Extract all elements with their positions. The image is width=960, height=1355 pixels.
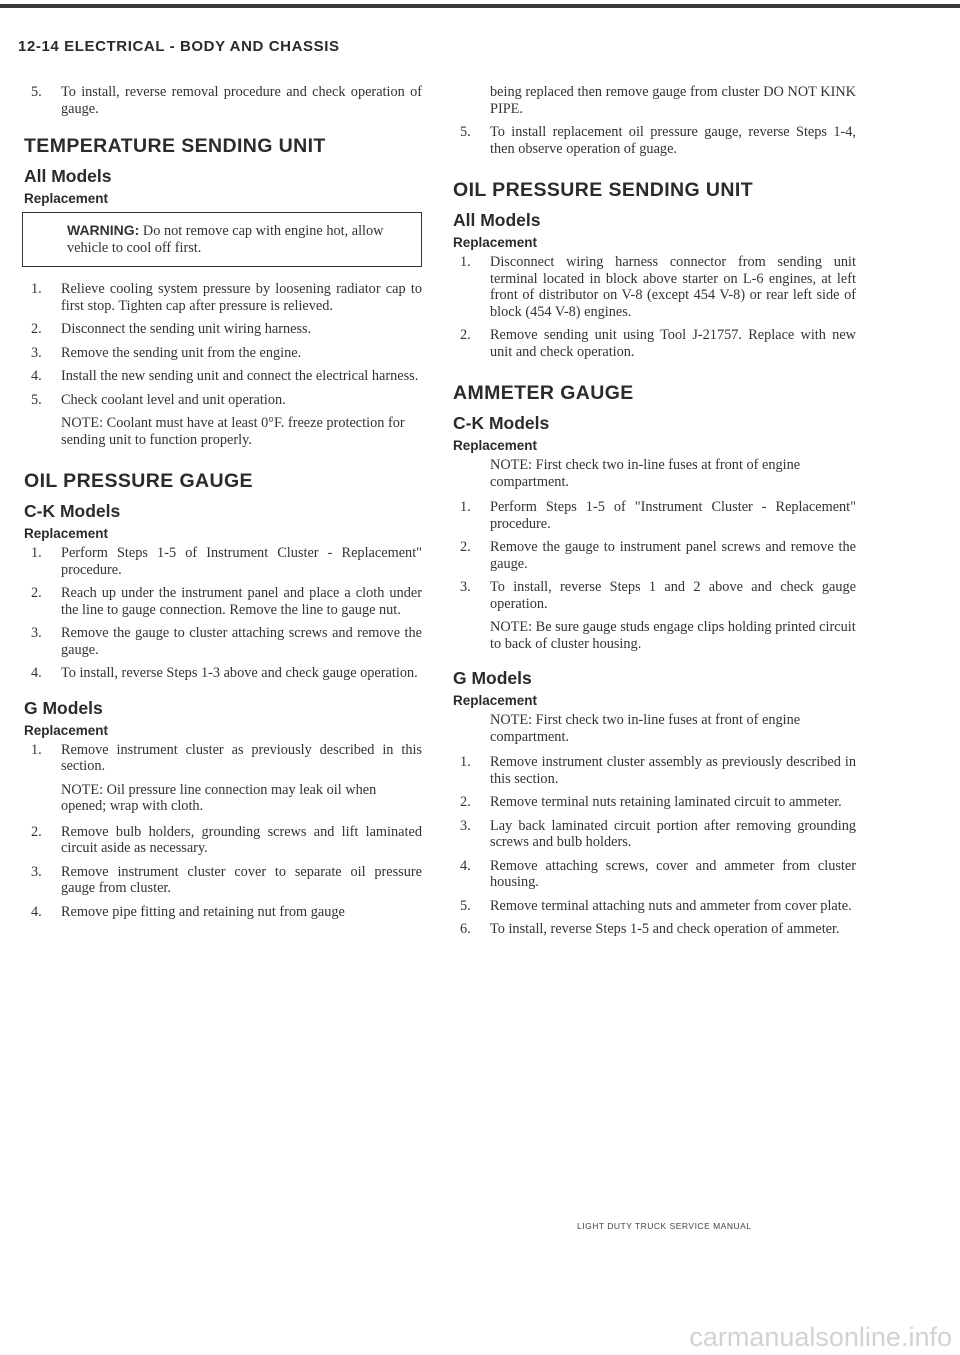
step-number: 1. (460, 754, 471, 770)
step-number: 5. (31, 84, 42, 100)
step-number: 1. (460, 499, 471, 515)
procedure-heading: Replacement (24, 526, 109, 541)
top-rule (0, 4, 960, 8)
step (24, 585, 422, 618)
step-number: 3. (31, 625, 42, 641)
step (24, 742, 422, 775)
step (24, 625, 422, 658)
step (24, 864, 422, 897)
step (453, 794, 856, 811)
step-number: 2. (460, 539, 471, 555)
step-text: Reach up under the instrument panel and place a cloth under the line to gauge connection. Remove the line to gauge nut. (61, 585, 422, 618)
step-text: Remove instrument cluster assembly as previously described in this section. (490, 754, 856, 787)
subsection-title: G Models (453, 668, 532, 688)
step (24, 281, 422, 314)
procedure-heading: Replacement (453, 235, 538, 250)
step-text: To install, reverse removal procedure and check operation of gauge. (61, 84, 422, 117)
step-text: Remove terminal attaching nuts and ammeter from cover plate. (490, 897, 852, 914)
step-text: Remove instrument cluster cover to separate oil pressure gauge from cluster. (61, 863, 422, 896)
procedure-heading: Replacement (453, 438, 538, 453)
note: NOTE: First check two in-line fuses at front of engine compartment. (490, 457, 801, 490)
step-number: 2. (460, 327, 471, 343)
step (453, 254, 856, 320)
step (453, 327, 856, 360)
warning-text: Do not remove cap with engine hot, allow vehicle to cool off first. (67, 223, 384, 256)
step (24, 904, 422, 921)
step (453, 754, 856, 787)
procedure-heading: Replacement (24, 191, 109, 206)
watermark: carmanualsonline.info (689, 1322, 952, 1352)
step-text: Remove attaching screws, cover and ammeter from cluster housing. (490, 857, 856, 890)
page-header: 12-14 ELECTRICAL - BODY AND CHASSIS (18, 38, 340, 55)
procedure-heading: Replacement (24, 722, 109, 738)
step-number: 3. (460, 817, 471, 834)
section-title-oil-pressure-sending-unit: OIL PRESSURE SENDING UNIT (453, 179, 754, 201)
step-number: 3. (31, 863, 42, 880)
step-number: 3. (31, 344, 42, 361)
step-text: Relieve cooling system pressure by loosening radiator cap to first stop. Tighten cap after pressure is relieved. (61, 281, 422, 314)
right-column (453, 84, 856, 945)
step-text: Perform Steps 1-5 of Instrument Cluster - Replacement" procedure. (61, 545, 422, 578)
left-column (24, 84, 422, 927)
step (453, 818, 856, 851)
note: NOTE: Be sure gauge studs engage clips holding printed circuit to back of cluster housing. (490, 619, 856, 652)
procedure-heading: Replacement (453, 693, 538, 708)
step-number: 5. (460, 897, 471, 914)
step-number: 3. (460, 579, 471, 595)
step (24, 824, 422, 857)
step-text: Remove terminal nuts retaining laminated circuit to ammeter. (490, 794, 842, 810)
section-title-temperature-sending-unit: TEMPERATURE SENDING UNIT (24, 135, 326, 157)
intro-step (24, 84, 422, 117)
step-text: Remove the gauge to cluster attaching screws and remove the gauge. (61, 625, 422, 658)
step (24, 665, 422, 682)
step (24, 392, 422, 409)
note: NOTE: First check two in-line fuses at front of engine compartment. (490, 712, 801, 745)
step-text: Remove bulb holders, grounding screws and lift laminated circuit aside as necessary. (61, 823, 422, 856)
subsection-title: G Models (24, 697, 103, 718)
step-text: To install, reverse Steps 1-5 and check operation of ammeter. (490, 921, 840, 937)
step-text: Lay back laminated circuit portion after removing grounding screws and bulb holders. (490, 817, 856, 850)
subsection-title: C-K Models (453, 413, 550, 433)
step-number: 1. (31, 545, 42, 561)
section-title-oil-pressure-gauge: OIL PRESSURE GAUGE (24, 470, 253, 492)
step-text: Remove the sending unit from the engine. (61, 344, 302, 361)
warning-label: WARNING: (67, 222, 140, 238)
step (453, 921, 856, 938)
step-text: Check coolant level and unit operation. (61, 391, 286, 408)
subsection-title: C-K Models (24, 501, 121, 521)
step-number: 5. (460, 124, 471, 140)
subsection-title: All Models (24, 166, 112, 186)
step-text: Disconnect the sending unit wiring harness. (61, 321, 312, 337)
step-number: 1. (460, 254, 471, 270)
step-text: Remove the gauge to instrument panel screws and remove the gauge. (490, 539, 856, 572)
step (24, 321, 422, 338)
step-text: To install, reverse Steps 1-3 above and check gauge operation. (61, 665, 418, 681)
step-text: Install the new sending unit and connect the electrical harness. (61, 368, 419, 384)
step (453, 499, 856, 532)
step (24, 545, 422, 578)
step-number: 2. (31, 823, 42, 840)
continuation-text: being replaced then remove gauge from cluster DO NOT KINK PIPE. (490, 84, 856, 117)
step-number: 1. (31, 741, 42, 758)
step-number: 2. (31, 321, 42, 337)
note: NOTE: Oil pressure line connection may leak oil when opened; wrap with cloth. (61, 781, 377, 814)
step-number: 2. (31, 585, 42, 601)
step-number: 4. (31, 665, 42, 681)
step-number: 2. (460, 794, 471, 810)
step-number: 5. (31, 391, 42, 408)
step (453, 858, 856, 891)
step-number: 4. (31, 368, 42, 384)
step-text: To install replacement oil pressure gauge, reverse Steps 1-4, then observe operation of guage. (490, 124, 856, 157)
step-text: Perform Steps 1-5 of "Instrument Cluster - Replacement" procedure. (490, 499, 856, 532)
warning-box (22, 212, 422, 267)
step (24, 345, 422, 362)
step-number: 4. (31, 903, 42, 920)
subsection-title: All Models (453, 210, 541, 230)
note: NOTE: Coolant must have at least 0°F. freeze protection for sending unit to function properly. (61, 415, 405, 448)
step-text: To install, reverse Steps 1 and 2 above and check gauge operation. (490, 579, 856, 612)
section-title-ammeter-gauge: AMMETER GAUGE (453, 382, 634, 404)
footer-manual-title: LIGHT DUTY TRUCK SERVICE MANUAL (577, 1221, 752, 1231)
step-number: 1. (31, 281, 42, 297)
step (453, 124, 856, 157)
step (453, 539, 856, 572)
step (453, 898, 856, 915)
step (24, 368, 422, 385)
step-text: Disconnect wiring harness connector from sending unit terminal located in block above starter on L-6 engines, at left front of distributor on V-8 (except 454 V-8) or rear left side of block (454 V-8) engines. (490, 254, 856, 320)
step (453, 579, 856, 612)
step-text: Remove sending unit using Tool J-21757. Replace with new unit and check operation. (490, 327, 856, 360)
step-number: 6. (460, 921, 471, 937)
step-text: Remove instrument cluster as previously described in this section. (61, 741, 422, 774)
step-text: Remove pipe fitting and retaining nut from gauge (61, 903, 345, 920)
step-number: 4. (460, 857, 471, 874)
